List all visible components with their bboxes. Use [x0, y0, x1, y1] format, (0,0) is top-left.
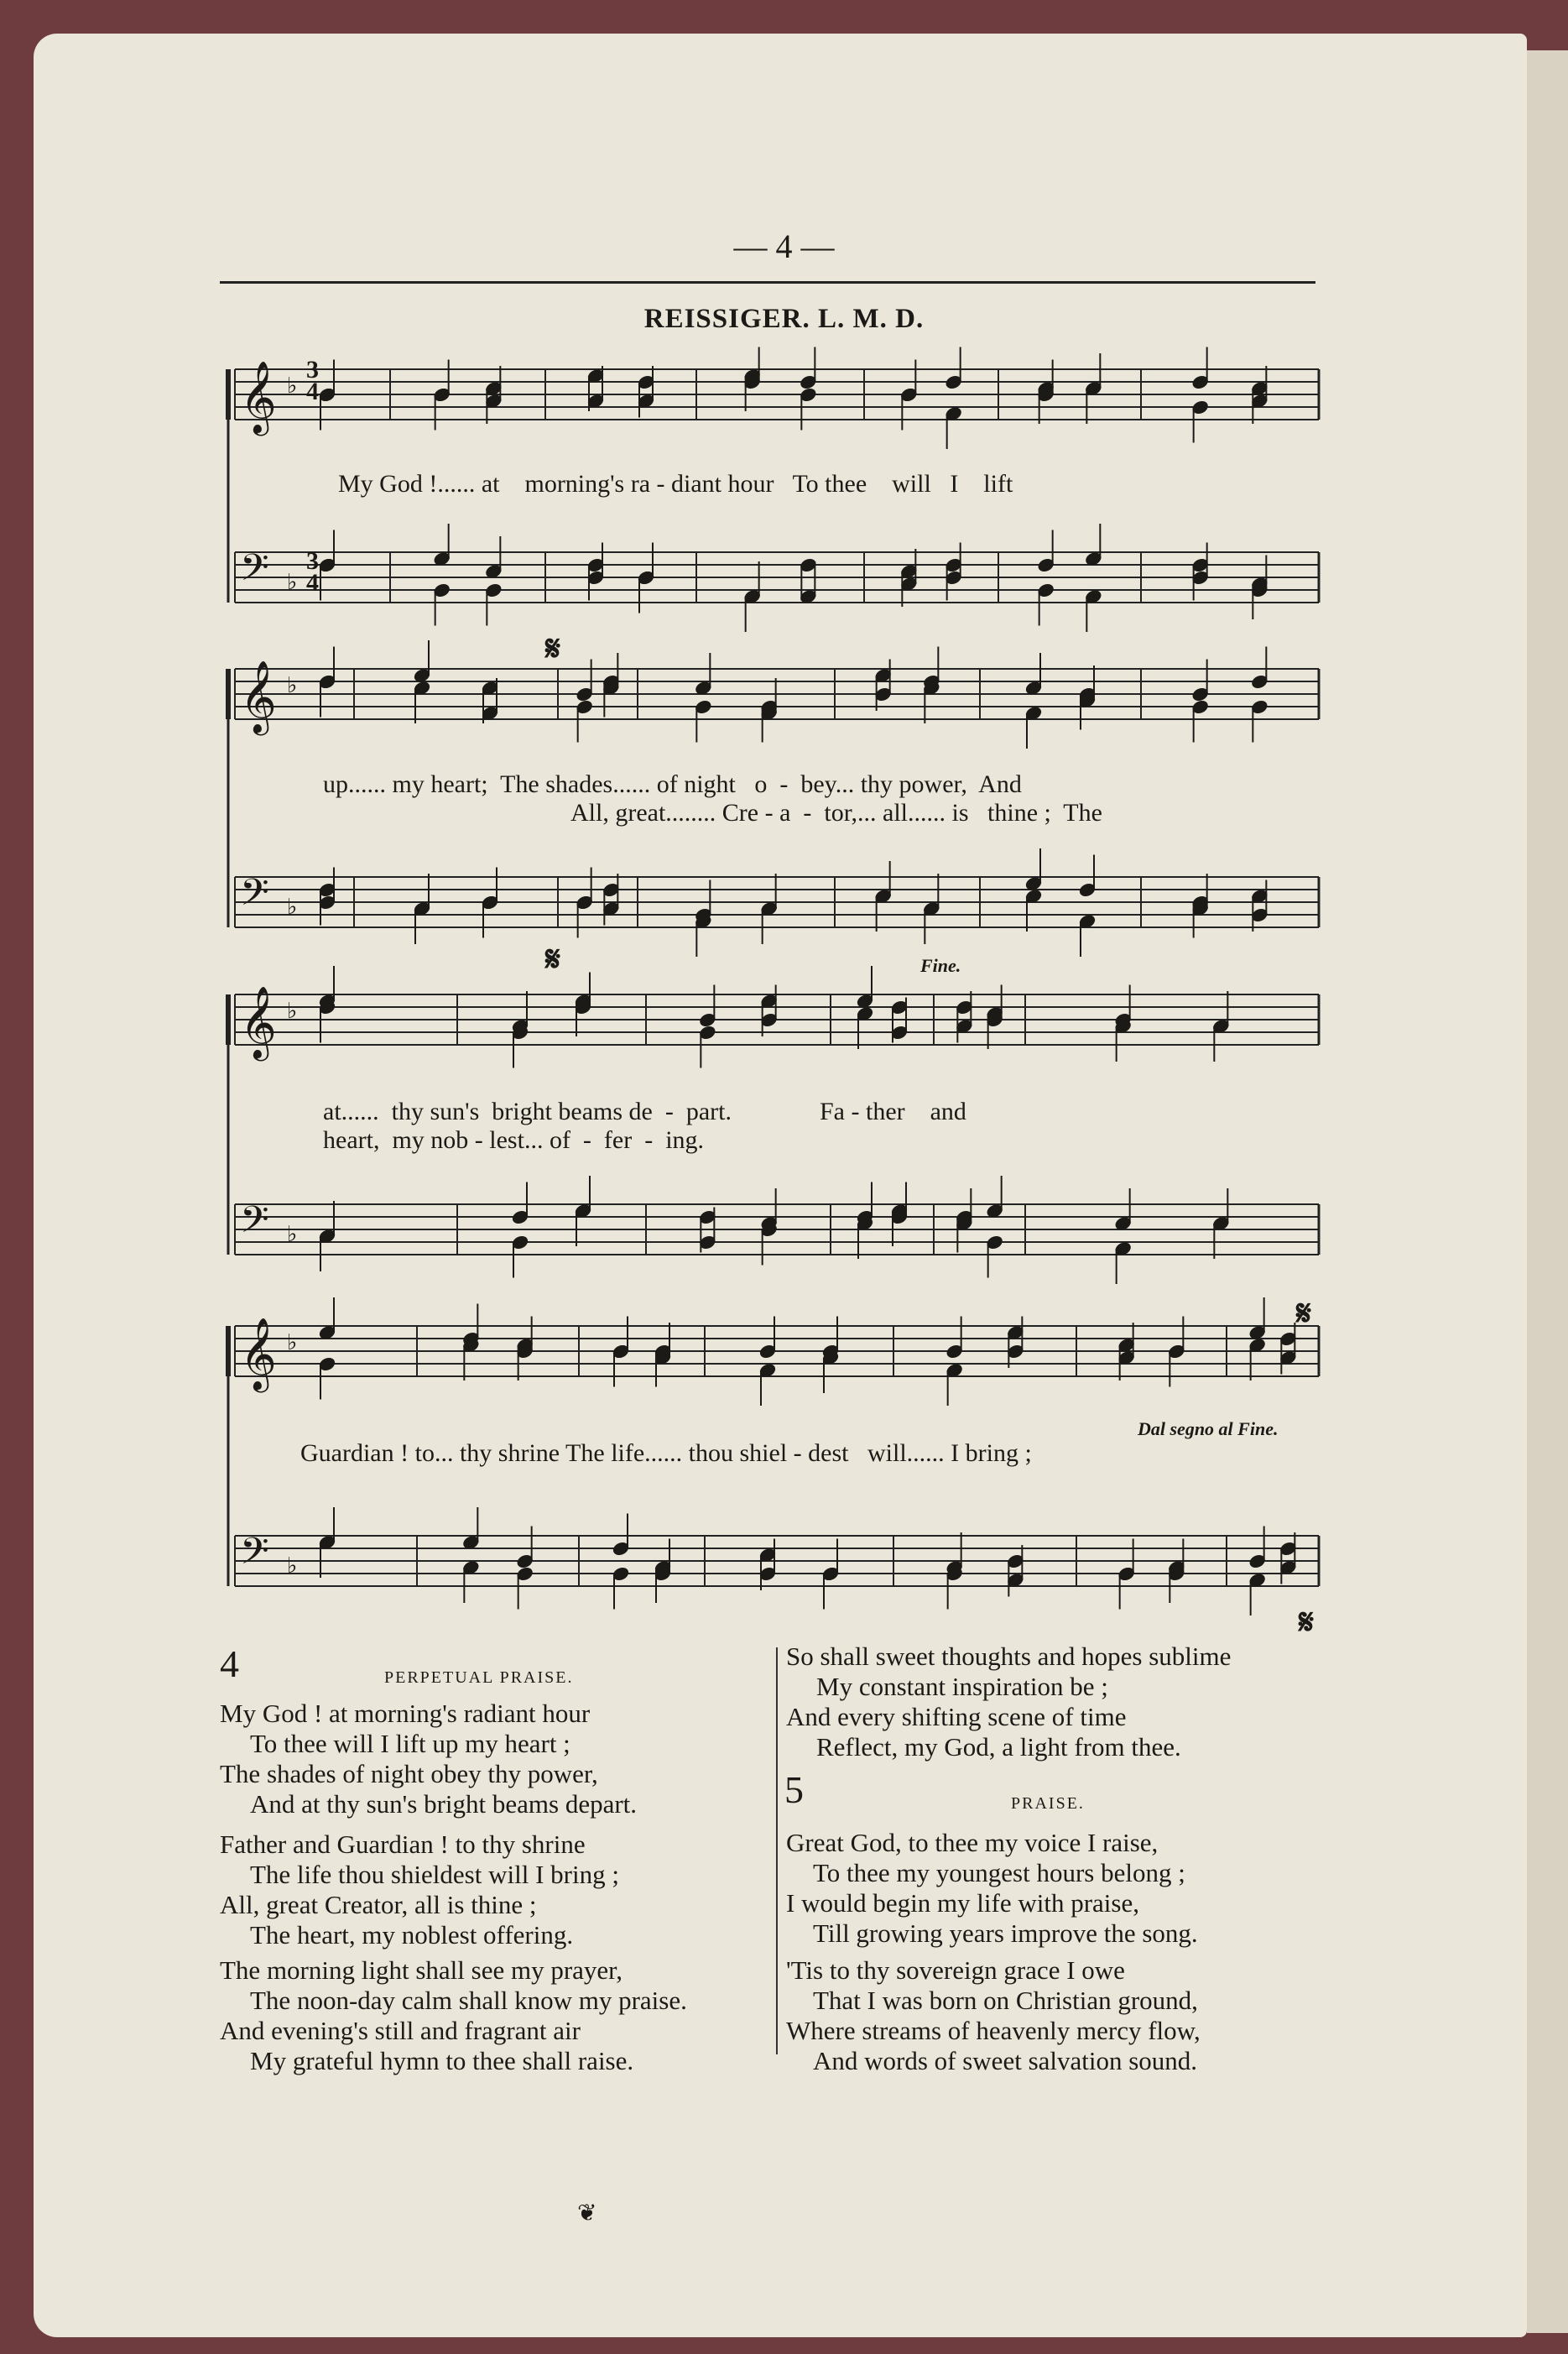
svg-text:♭: ♭ [287, 1222, 298, 1247]
verse-line: To thee will I lift up my heart ; [250, 1729, 570, 1758]
hymn-4-stanza-4 [786, 1642, 1231, 1762]
hymn-number: 5 [784, 1768, 804, 1811]
hymn-4-stanza-3 [220, 1955, 687, 2076]
verse-line: So shall sweet thoughts and hopes sublime [786, 1642, 1232, 1671]
verse-line: Reflect, my God, a light from thee. [816, 1732, 1181, 1762]
verse-line: The life thou shieldest will I bring ; [250, 1860, 619, 1889]
verse-line: 'Tis to thy sovereign grace I owe [786, 1955, 1125, 1985]
svg-text:♭: ♭ [287, 999, 298, 1024]
page-number: — 4 — [733, 227, 835, 265]
verse-line: And evening's still and fragrant air [220, 2016, 581, 2045]
verse-line: Till growing years improve the song. [813, 1918, 1198, 1948]
svg-text:𝄢: 𝄢 [240, 545, 269, 598]
time-sig-top: 3 [306, 547, 319, 575]
ornament: ❦ [577, 2200, 597, 2226]
verse-line: To thee my youngest hours belong ; [813, 1858, 1185, 1887]
verse-line: The morning light shall see my prayer, [220, 1955, 623, 1985]
svg-text:♭: ♭ [287, 673, 298, 698]
segno-sign: 𝄋 [1296, 1295, 1312, 1334]
svg-text:𝄢: 𝄢 [240, 1198, 269, 1250]
verse-line: Where streams of heavenly mercy flow, [786, 2016, 1201, 2045]
svg-text:𝄢: 𝄢 [240, 1529, 269, 1582]
svg-text:♭: ♭ [287, 1553, 298, 1579]
hymn-4-stanza-2 [220, 1829, 619, 1950]
svg-text:𝄢: 𝄢 [240, 870, 269, 923]
dal-segno-marking: Dal segno al Fine. [1138, 1418, 1279, 1439]
svg-text:♭: ♭ [287, 373, 298, 399]
verse-line: My constant inspiration be ; [816, 1672, 1108, 1701]
hymn-title: PRAISE. [1011, 1794, 1085, 1813]
verse-line: The heart, my noblest offering. [250, 1920, 574, 1949]
tune-meter: L. M. D. [818, 304, 925, 334]
lyrics-system-2-verse-1: up...... my heart; The shades...... of night o - bey... thy power, And [323, 770, 1022, 798]
lyrics-system-3-verse-2: heart, my nob - lest... of - fer - ing. [323, 1126, 705, 1154]
hymn-title: PERPETUAL PRAISE. [384, 1668, 574, 1687]
hymn-5-stanza-2 [786, 1955, 1201, 2076]
time-sig-bottom: 4 [306, 569, 319, 597]
verse-line: All, great Creator, all is thine ; [220, 1890, 537, 1919]
svg-text:𝄞: 𝄞 [240, 1318, 277, 1390]
verse-line: And every shifting scene of time [786, 1702, 1127, 1731]
verse-line: The shades of night obey thy power, [220, 1759, 598, 1788]
segno-sign: 𝄋 [545, 630, 561, 669]
lyrics-system-2-verse-2: All, great........ Cre - a - tor,... all...... is thine ; The [570, 799, 1102, 827]
verse-line: And words of sweet salvation sound. [813, 2046, 1198, 2075]
svg-text:♭: ♭ [287, 570, 298, 595]
svg-text:♭: ♭ [287, 1330, 298, 1355]
column-separator [776, 1647, 778, 2054]
verse-line: Great God, to thee my voice I raise, [786, 1828, 1159, 1857]
verse-line: My grateful hymn to thee shall raise. [250, 2046, 634, 2075]
lyrics-system-4: Guardian ! to... thy shrine The life...... thou shiel - dest will...... I bring ; [300, 1439, 1032, 1467]
lyrics-system-3-verse-1: at...... thy sun's bright beams de - part. Fa - ther and [323, 1098, 966, 1125]
svg-text:𝄞: 𝄞 [240, 361, 277, 433]
tune-name: REISSIGER. [643, 304, 810, 334]
time-signature-treble [306, 356, 319, 405]
hymn-4-stanza-1 [220, 1699, 637, 1819]
svg-text:𝄞: 𝄞 [240, 660, 277, 733]
segno-sign: 𝄋 [1299, 1604, 1315, 1642]
svg-text:♭: ♭ [287, 895, 298, 920]
verse-line: My God ! at morning's radiant hour [220, 1699, 591, 1728]
time-sig-top: 3 [306, 356, 319, 384]
verse-line: The noon-day calm shall know my praise. [250, 1986, 687, 2015]
hymn-5-stanza-1 [786, 1828, 1198, 1949]
verse-line: Father and Guardian ! to thy shrine [220, 1829, 586, 1859]
lyrics-system-1: My God !...... at morning's ra - diant hour To thee will I lift [338, 470, 1013, 498]
verse-line: I would begin my life with praise, [786, 1888, 1139, 1918]
verse-line: And at thy sun's bright beams depart. [250, 1789, 638, 1819]
hymn-number: 4 [220, 1642, 239, 1685]
svg-text:𝄞: 𝄞 [240, 986, 277, 1058]
time-sig-bottom: 4 [306, 378, 319, 405]
verse-line: That I was born on Christian ground, [813, 1986, 1198, 2015]
fine-marking: Fine. [920, 955, 961, 976]
time-signature-bass [306, 547, 319, 597]
segno-sign: 𝄋 [545, 941, 561, 979]
